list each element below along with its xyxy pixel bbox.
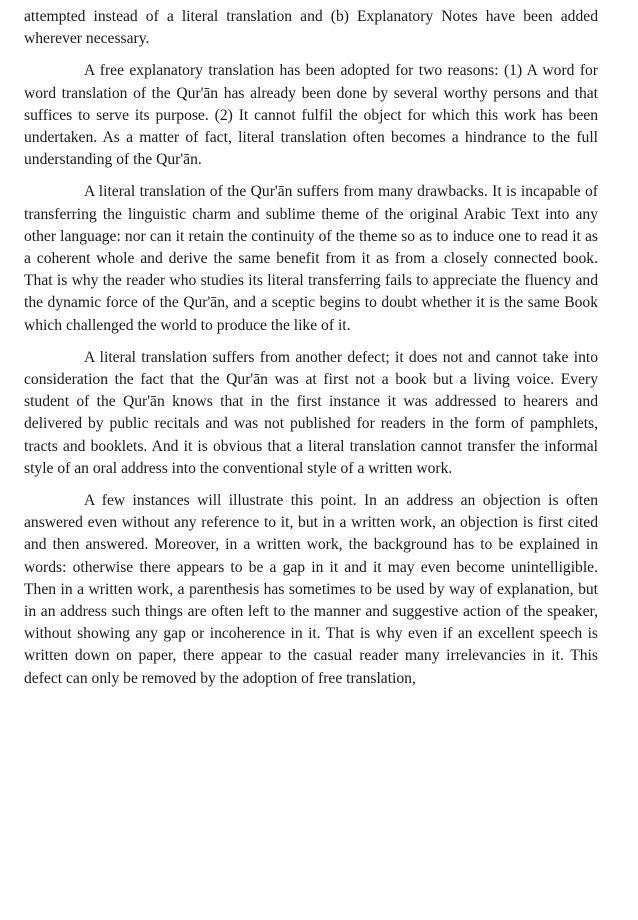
- paragraph-living-voice: A literal translation suffers from another defect; it does not and cannot take into consideration the fact that the Qur'ān was at first not a book but a living voice. Every student of the Qur'ān knows that in the first instance it was addressed to hearers and delivered by public recitals and was not published for readers in the form of pamphlets, tracts and booklets. And it is obvious that a literal translation cannot transfer the informal style of an oral address into the conventional style of a written work.: [24, 348, 598, 477]
- document-page: [24, 6, 598, 690]
- paragraph-instances: A few instances will illustrate this point. In an address an objection is often answered even without any reference to it, but in a written work, an objection is first cited and then answered. Moreover, in a written work, the background has to be explained in words: otherwise there appears to be a gap in it and it may even become unintelligible. Then in a written work, a parenthesis has sometimes to be used by way of explanation, but in an address such things are often left to the manner and suggestive action of the speaker, without showing any gap or incoherence in it. That is why even if an excellent speech is written down on paper, there appear to the casual reader many irrelevancies in it. This defect can only be removed by the adoption of free translation,: [24, 492, 598, 687]
- paragraph-free-translation-reasons: A free explanatory translation has been adopted for two reasons: (1) A word for word translation of the Qur'ān has already been done by several worthy persons and that suffices to serve its purpose. (2) It cannot fulfil the object for which this work has been undertaken. As a matter of fact, literal translation often becomes a hindrance to the full understanding of the Qur'ān.: [24, 62, 598, 169]
- paragraph-continuation: attempted instead of a literal translation and (b) Explanatory Notes have been added wherever necessary.: [24, 8, 598, 48]
- paragraph-literal-drawbacks: A literal translation of the Qur'ān suffers from many drawbacks. It is incapable of transferring the linguistic charm and sublime theme of the original Arabic Text into any other language: nor can it retain the continuity of the theme so as to induce one to read it as a coherent whole and derive the same benefit from it as from a closely connected book. That is why the reader who studies its literal transferring fails to appreciate the fluency and the dynamic force of the Qur'ān, and a sceptic begins to doubt whether it is the same Book which challenged the world to produce the like of it.: [24, 183, 598, 334]
